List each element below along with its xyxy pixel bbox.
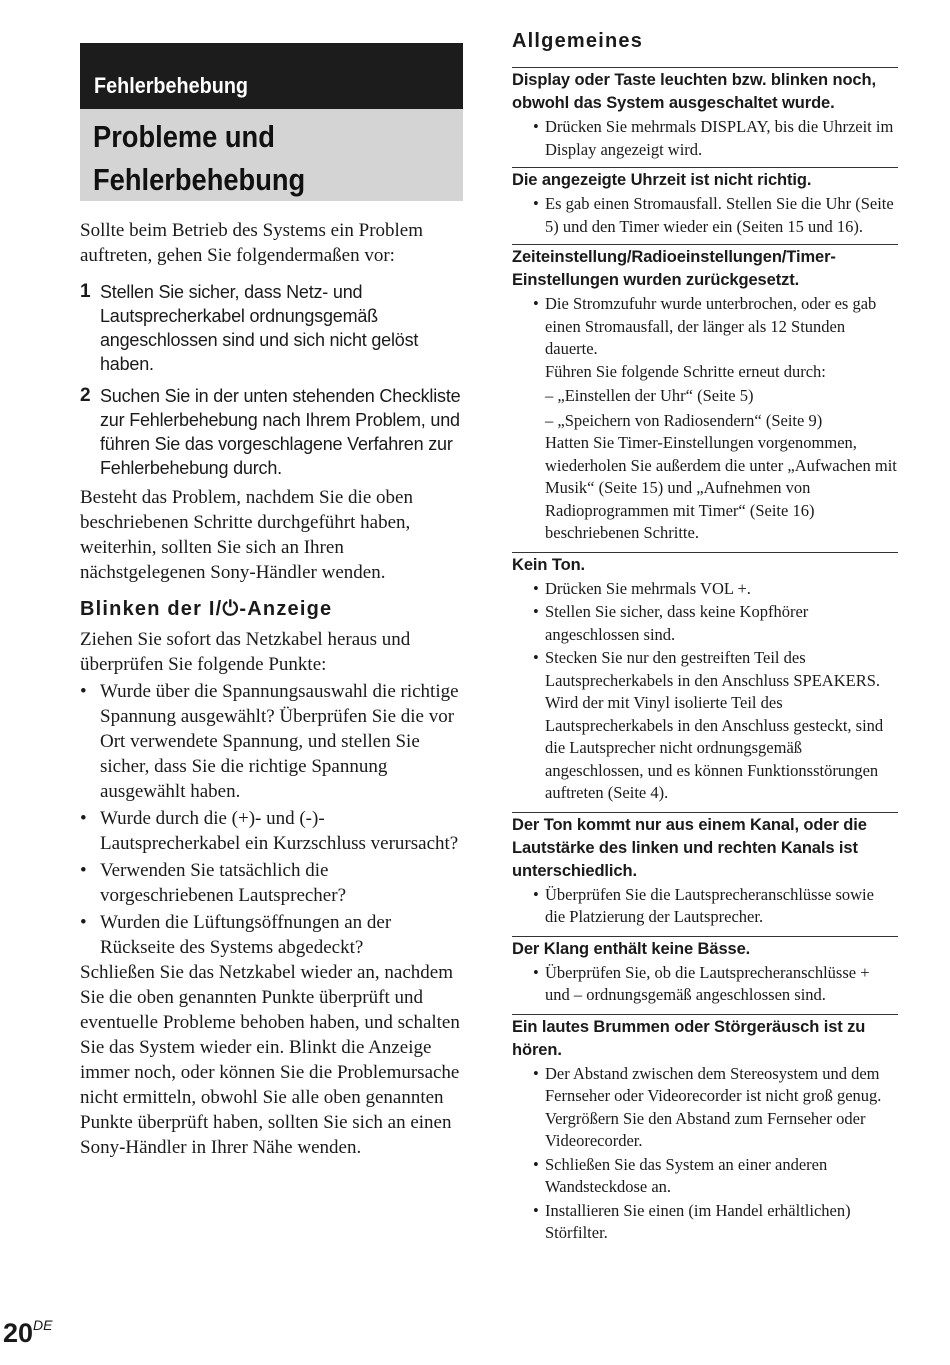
section-label-bar: [80, 43, 463, 109]
problem-title: Ein lautes Brummen oder Störgeräusch ist zu hören.: [512, 1017, 866, 1059]
bullet-icon: •: [533, 602, 539, 621]
blink-heading: [80, 598, 463, 621]
blink-heading-post: -Anzeige: [239, 598, 333, 620]
troubleshoot-item-clock: [512, 167, 898, 238]
bullet-icon: •: [533, 1154, 539, 1174]
troubleshoot-item-no-bass: [512, 936, 898, 1007]
page-number-value: 20: [3, 1318, 34, 1348]
list-item: • Wurde durch die (+)- und (-)-Lautsprecherkabel ein Kurzschluss verursacht?: [80, 808, 459, 854]
bullet-icon: •: [533, 1200, 539, 1220]
list-item: • Stellen Sie sicher, dass keine Kopfhörer angeschlossen sind.: [533, 601, 898, 646]
blink-checklist: [80, 679, 463, 960]
troubleshoot-item-reset: [512, 244, 898, 545]
left-column: [80, 43, 463, 1160]
list-item: • Verwenden Sie tatsächlich die vorgeschriebenen Lautsprecher?: [80, 860, 346, 906]
list-item: • Überprüfen Sie, ob die Lautsprecheranschlüsse + und – ordnungsgemäß angeschlossen sind.: [533, 962, 898, 1007]
step-number: 2: [80, 385, 91, 406]
blink-intro: Ziehen Sie sofort das Netzkabel heraus und überprüfen Sie folgende Punkte:: [80, 629, 411, 675]
step-number: 1: [80, 281, 91, 302]
list-item: • Wurde über die Spannungsauswahl die richtige Spannung ausgewählt? Überprüfen Sie die vor Ort verwendete Spannung, und stellen Sie sicher, dass Sie die richtige Spannung ausgewählt haben.: [80, 681, 459, 802]
bullet-icon: •: [533, 117, 539, 136]
power-standby-icon: I/⏻: [208, 598, 240, 620]
list-item: • Drücken Sie mehrmals DISPLAY, bis die Uhrzeit im Display angezeigt wird.: [533, 116, 898, 161]
bullet-icon: •: [80, 860, 87, 881]
general-heading: Allgemeines: [512, 30, 644, 52]
troubleshoot-item-display: [512, 67, 898, 161]
bullet-icon: •: [80, 808, 87, 829]
bullet-icon: •: [533, 578, 539, 598]
list-item: • Schließen Sie das System an einer anderen Wandsteckdose an.: [533, 1154, 898, 1199]
bullet-icon: •: [533, 962, 539, 982]
bullet-icon: •: [80, 912, 87, 933]
bullet-icon: •: [533, 648, 539, 667]
problem-title: Zeiteinstellung/Radioeinstellungen/Timer-Einstellungen wurden zurückgesetzt.: [512, 248, 836, 289]
blink-heading-pre: Blinken der: [80, 598, 209, 620]
bullet-icon: •: [533, 294, 539, 313]
list-item: • Wurden die Lüftungsöffnungen an der Rückseite des Systems abgedeckt?: [80, 912, 392, 958]
step-text: Stellen Sie sicher, dass Netz- und Lautsprecherkabel ordnungsgemäß angeschlossen sind und sich nicht gelöst haben.: [100, 282, 419, 374]
problem-title: Die angezeigte Uhrzeit ist nicht richtig.: [512, 171, 812, 189]
page-number: [3, 1318, 53, 1349]
troubleshoot-item-hum: [512, 1014, 898, 1245]
list-item: • Überprüfen Sie die Lautsprecheranschlüsse sowie die Platzierung der Lautsprecher.: [533, 884, 898, 929]
problem-title: Der Ton kommt nur aus einem Kanal, oder die Lautstärke des linken und rechten Kanals ist unterschiedlich.: [512, 815, 867, 880]
bullet-icon: •: [533, 194, 539, 213]
step-2: [80, 384, 463, 480]
list-item: • Der Abstand zwischen dem Stereosystem und dem Fernseher oder Videorecorder ist nicht groß genug. Vergrößern Sie den Abstand zum Fernseher oder Videorecorder.: [533, 1063, 898, 1153]
problem-title: Kein Ton.: [512, 555, 586, 574]
list-item: • Es gab einen Stromausfall. Stellen Sie die Uhr (Seite 5) und den Timer wieder ein (Seiten 15 und 16).: [533, 193, 898, 238]
problem-title: Display oder Taste leuchten bzw. blinken noch, obwohl das System ausgeschaltet wurde.: [512, 71, 876, 112]
right-column: [512, 30, 898, 1245]
page-title-line2: Fehlerbehebung: [93, 162, 306, 197]
closing-paragraph: Schließen Sie das Netzkabel wieder an, nachdem Sie die oben genannten Punkte überprüft und eventuelle Probleme behoben haben, und schalten Sie das System wieder ein. Blinkt die Anzeige immer noch, oder können Sie die Problemursache nicht ermitteln, obwohl Sie alle oben genannten Punkte überprüft haben, sollten Sie sich an einen Sony-Händler in Ihrer Nähe wenden.: [80, 962, 460, 1158]
bullet-icon: •: [80, 681, 87, 702]
page-title-line1: Probleme und: [93, 119, 275, 154]
troubleshoot-item-one-channel: [512, 812, 898, 929]
language-code: DE: [33, 1317, 53, 1333]
bullet-icon: •: [533, 1063, 539, 1083]
step-text: Suchen Sie in der unten stehenden Checkliste zur Fehlerbehebung nach Ihrem Problem, und führen Sie das vorgeschlagene Verfahren zur Fehlerbehebung durch.: [100, 386, 461, 478]
step-1: [80, 280, 463, 376]
troubleshoot-item-no-sound: [512, 552, 898, 805]
list-item: • Stecken Sie nur den gestreiften Teil des Lautsprecherkabels in den Anschluss SPEAKERS. Wird der mit Vinyl isolierte Teil des Lautsprecherkabels in den Anschluss gesteckt, sind die Lautsprecher nicht ordnungsgemäß angeschlossen, und es können Funktionsstörungen auftreten (Seite 4).: [533, 647, 898, 805]
bullet-icon: •: [533, 884, 539, 904]
page-title-box: [80, 109, 463, 201]
after-steps-paragraph: Besteht das Problem, nachdem Sie die oben beschriebenen Schritte durchgeführt haben, weiterhin, sollten Sie sich an Ihren nächstgelegenen Sony-Händler wenden.: [80, 487, 413, 583]
intro-paragraph: Sollte beim Betrieb des Systems ein Problem auftreten, gehen Sie folgendermaßen vor:: [80, 220, 424, 266]
list-item: • Die Stromzufuhr wurde unterbrochen, oder es gab einen Stromausfall, der länger als 12 Stunden dauerte. Führen Sie folgende Schritte erneut durch: – „Einstellen der Uhr“ (Seite 5) – „Speichern von Radiosendern“ (Seite 9) Hatten Sie Timer-Einstellungen vorgenommen, wiederholen Sie außerdem die unter „Aufwachen mit Musik“ (Seite 15) und „Aufnehmen von Radioprogrammen mit Timer“ (Seite 16) beschriebenen Schritte.: [533, 293, 898, 545]
problem-title: Der Klang enthält keine Bässe.: [512, 939, 751, 958]
section-label: Fehlerbehebung: [94, 73, 249, 98]
list-item: • Drücken Sie mehrmals VOL +.: [533, 578, 898, 601]
list-item: • Installieren Sie einen (im Handel erhältlichen) Störfilter.: [533, 1200, 898, 1245]
